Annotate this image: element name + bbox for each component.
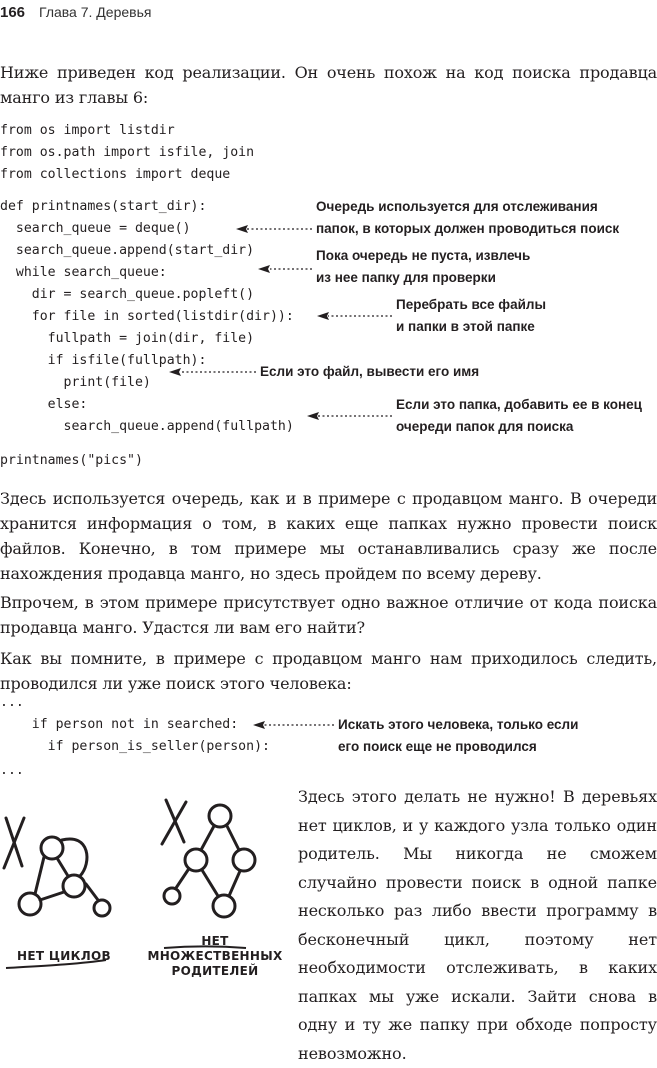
code-line: for file in sorted(listdir(dir)): [0, 309, 294, 324]
code-line: if isfile(fullpath): [0, 353, 207, 368]
code-line: def printnames(start_dir): [0, 199, 207, 214]
arrow-heads [169, 225, 329, 420]
annotation-searched: Искать этого человека, только если его поиск еще не проводился [338, 717, 579, 754]
label-no-cycles: НЕТ ЦИКЛОВ [17, 949, 111, 963]
annotation-queue: Очередь используется для отслеживания папок, в которых должен проводиться поиск [316, 199, 620, 236]
code-line: else: [0, 397, 88, 412]
code-line: dir = search_queue.popleft() [0, 287, 255, 302]
chapter-title: Глава 7. Деревья [39, 4, 152, 20]
intro-paragraph: Ниже приведен код реализации. Он очень похож на код поиска продавца манго из главы 6: [0, 63, 657, 107]
paragraph-3: Как вы помните, в примере с продавцом манго нам приходилось следить, проводился ли уже поиск этого человека: [0, 649, 657, 693]
code-line: search_queue.append(start_dir) [0, 243, 255, 258]
page-number: 166 [0, 3, 26, 21]
crossed-cycle-drawing [4, 818, 110, 916]
annotation-isfile: Если это файл, вывести его имя [260, 364, 480, 379]
code-line: fullpath = join(dir, file) [0, 331, 255, 346]
code-line: ... [0, 695, 24, 710]
code-line: search_queue.append(fullpath) [0, 419, 294, 434]
code-line: if person not in searched: [0, 717, 239, 732]
annotation-append: Если это папка, добавить ее в конец очереди папок для поиска [396, 397, 642, 434]
annotation-for: Перебрать все файлы и папки в этой папке [396, 297, 546, 334]
code-line: ... [0, 763, 24, 778]
paragraph-1: Здесь используется очередь, как и в примере с продавцом манго. В очереди хранится информация о том, в каких еще папках нужно провести поиск файлов. Конечно, в том примере мы останавливались сразу же после нахождения продавца манго, но здесь пройдем по всему дереву. [0, 489, 657, 583]
code-line: from collections import deque [0, 167, 231, 182]
side-paragraph: Здесь этого делать не нужно! В деревьях нет циклов, и у каждого узла только один родитель. Мы никогда не сможем случайно провести поиск в одной папке несколько раз либо ввести программу в бесконечный цикл, поэтому нет необходимости отслеживать, в каких папках мы уже искали. Зайти снова в одну и ту же папку при обходе попросту невозможно. [298, 787, 657, 1063]
code-line: search_queue = deque() [0, 221, 191, 236]
label-no-multi-parents: НЕТ МНОЖЕСТВЕННЫХ РОДИТЕЛЕЙ [147, 934, 283, 978]
code-line: from os.path import isfile, join [0, 145, 255, 160]
code-line: from os import listdir [0, 123, 175, 138]
code-line: printnames("pics") [0, 453, 143, 468]
code-line: print(file) [0, 375, 151, 390]
paragraph-2: Впрочем, в этом примере присутствует одно важное отличие от кода поиска продавца манго. Удастся ли вам его найти? [0, 593, 657, 637]
crossed-multiparent-drawing [162, 800, 255, 917]
annotation-while: Пока очередь не пуста, извлечь из нее папку для проверки [316, 248, 531, 285]
code-line: if person_is_seller(person): [0, 739, 270, 754]
code-line: while search_queue: [0, 265, 167, 280]
